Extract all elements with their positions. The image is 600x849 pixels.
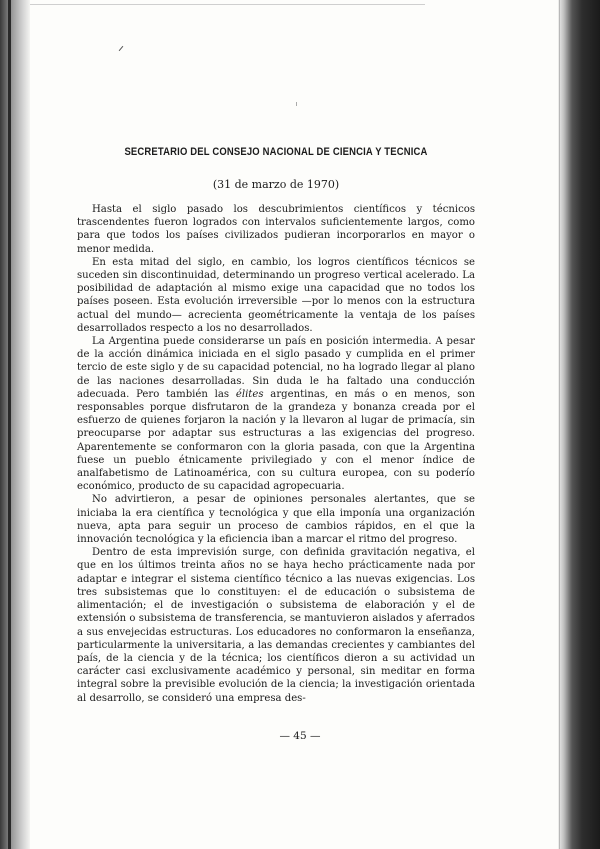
right-edge-line — [559, 0, 560, 849]
scan-shadow-right — [558, 0, 600, 849]
binding-shadow-left — [0, 0, 30, 849]
paragraph-5: Dentro de esta imprevisión surge, con definida gravitación negativa, el que en los últimos treinta años no se haya hecho prácticamente nada por adaptar e integrar el sistema científico técnico a las nuevas exigencias. Los tres subsistemas que lo constituyen: el de educación o subsistema de alimentación; el de investigación o subsistema de elaboración y el de extensión o subsistema de transferencia, se mantuvieron aislados y aferrados a sus envejecidas estructuras. Los educadores no conformaron la enseñanza, particularmente la universitaria, a las demandas crecientes y cambiantes del país, de la ciencia y de la técnica; los científicos dieron a su actividad un carácter casi exclusivamente académico y personal, sin meditar en forma integral sobre la previsible evolución de la ciencia; la investigación orientada al desarrollo, se consideró una empresa des- — [77, 547, 475, 704]
paragraph-2: En esta mitad del siglo, en cambio, los logros científicos técnicos se suceden sin discontinuidad, determinando un progreso vertical acelerado. La posibilidad de adaptación al mismo exige una capacidad que no todos los países poseen. Esta evolución irreversible —por lo menos con la estructura actual del mundo— acrecienta geométricamente la ventaja de los países desarrollados respecto a los no desarrollados. — [77, 256, 475, 334]
paragraph-3-part-1: La Argentina puede considerarse un país en posición intermedia. A pesar de la acción dinámica iniciada en el siglo pasado y cumplida en el primer tercio de este siglo y de su capacidad potencial, no ha logrado llegar al plano de las naciones desarrolladas. Sin duda le ha faltado una conducción adecuada. Pero también las — [77, 336, 475, 400]
page-number: — 45 — — [279, 730, 321, 742]
paragraph-4: No advirtieron, a pesar de opiniones personales alertantes, que se iniciaba la era científica y tecnológica y que ella imponía una organización nueva, apta para seguir un proceso de cambios rápidos, en el que la innovación tecnológica y la eficiencia iban a marcar el ritmo del progreso. — [77, 494, 475, 546]
scan-speck — [296, 102, 297, 106]
page-body — [77, 146, 475, 705]
paragraph-3-italic: élites — [235, 388, 264, 400]
page-title: SECRETARIO DEL CONSEJO NACIONAL DE CIENCIA Y TECNICA — [124, 146, 428, 158]
paragraph-1: Hasta el siglo pasado los descubrimientos científicos y técnicos trascendentes fueron logrados con intervalos suficientemente largos, como para que todos los países civilizados pudieran incorporarlos en mayor o menor medida. — [77, 204, 475, 255]
paragraph-3 — [77, 335, 475, 493]
scan-speck — [119, 46, 124, 51]
speech-date: (31 de marzo de 1970) — [212, 178, 340, 191]
paragraph-3-part-2: argentinas, en más o en menos, son responsables porque disfrutaron de la grandeza y bonanza creada por el esfuerzo de quienes forjaron la nación y la llevaron al lugar de primacía, sin preocuparse por adaptar sus estructuras a las exigencias del progreso. Aparentemente se conformaron con la gloria pasada, con que la Argentina fuese un pueblo étnicamente privilegiado y con el menor índice de analfabetismo de Latinoamérica, con su cultura europea, con su poderío económico, producto de su capacidad agropecuaria. — [77, 388, 475, 493]
top-edge-line — [30, 4, 425, 5]
